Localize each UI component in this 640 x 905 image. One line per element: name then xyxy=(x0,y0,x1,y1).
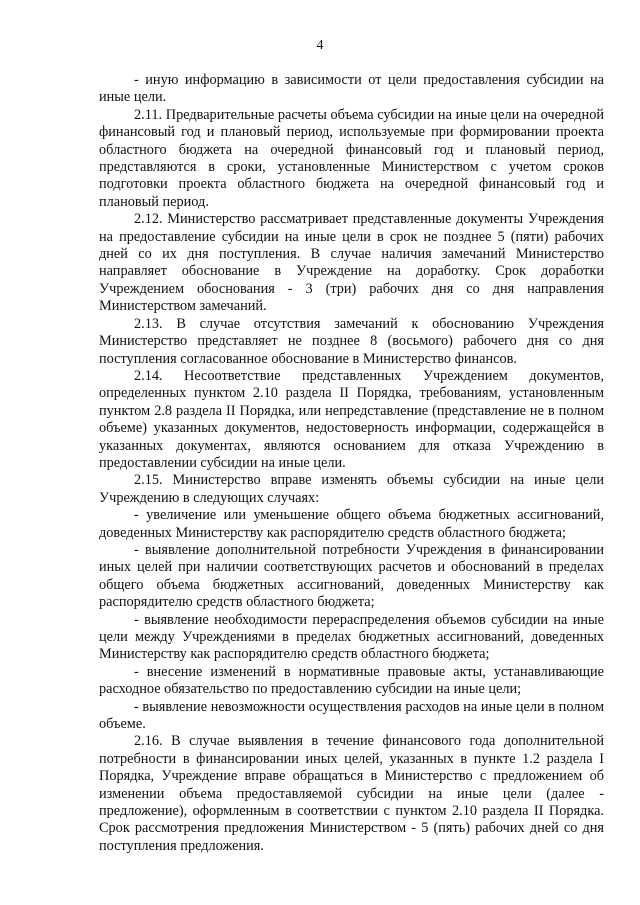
paragraph-2-13: 2.13. В случае отсутствия замечаний к обоснованию Учреждения Министерство представляет не позднее 8 (восьмого) рабочего дня со дня поступления согласованное обоснование в Министерство финансов. xyxy=(99,315,604,367)
document-body xyxy=(99,72,604,855)
list-item-additional-need: - выявление дополнительной потребности Учреждения в финансировании иных целей при наличии соответствующих расчетов и обоснований в пределах общего объема бюджетных ассигнований, доведенных Министерству как распорядителю средств областного бюджета; xyxy=(99,541,604,611)
paragraph-2-16: 2.16. В случае выявления в течение финансового года дополнительной потребности в финансировании иных целей, указанных в пункте 1.2 раздела I Порядка, Учреждение вправе обращаться в Министерство с предложением об изменении объема предоставляемой субсидии на иные цели (далее - предложение), оформленным в соответствии с пунктом 2.10 раздела II Порядка. Срок рассмотрения предложения Министерством - 5 (пять) рабочих дней со дня поступления предложения. xyxy=(99,733,604,854)
paragraph-other-info: - иную информацию в зависимости от цели предоставления субсидии на иные цели. xyxy=(99,72,604,106)
list-item-budget-change: - увеличение или уменьшение общего объема бюджетных ассигнований, доведенных Министерству как распорядителю средств областного бюджета; xyxy=(99,507,604,541)
paragraph-2-11: 2.11. Предварительные расчеты объема субсидии на иные цели на очередной финансовый год и плановый период, используемые при формировании проекта областного бюджета на очередной финансовый год и плановый период, представляются в сроки, установленные Министерством с учетом сроков подготовки проекта областного бюджета на очередной финансовый год и плановый период. xyxy=(99,106,604,210)
list-item-redistribution: - выявление необходимости перераспределения объемов субсидии на иные цели между Учреждениями в пределах бюджетных ассигнований, доведенных Министерству как распорядителю средств областного бюджета; xyxy=(99,611,604,663)
paragraph-2-14: 2.14. Несоответствие представленных Учреждением документов, определенных пунктом 2.10 раздела II Порядка, требованиям, установленным пунктом 2.8 раздела II Порядка, или непредставление (представление не в полном объеме) указанных документов, недостоверность информации, содержащейся в указанных документах, являются основанием для отказа Учреждению в предоставлении субсидии на иные цели. xyxy=(99,367,604,471)
paragraph-2-12: 2.12. Министерство рассматривает представленные документы Учреждения на предоставление субсидии на иные цели в срок не позднее 5 (пяти) рабочих дней со их дня поступления. В случае наличия замечаний Министерство направляет обоснование в Учреждение на доработку. Срок доработки Учреждением обоснования - 3 (три) рабочих дня со дня направления Министерством замечаний. xyxy=(99,211,604,315)
page-number: 4 xyxy=(316,38,324,53)
list-item-impossibility: - выявление невозможности осуществления расходов на иные цели в полном объеме. xyxy=(99,698,604,733)
paragraph-2-15: 2.15. Министерство вправе изменять объемы субсидии на иные цели Учреждению в следующих случаях: xyxy=(99,472,604,506)
list-item-legal-changes: - внесение изменений в нормативные правовые акты, устанавливающие расходное обязательство по предоставлению субсидии на иные цели; xyxy=(99,663,604,698)
